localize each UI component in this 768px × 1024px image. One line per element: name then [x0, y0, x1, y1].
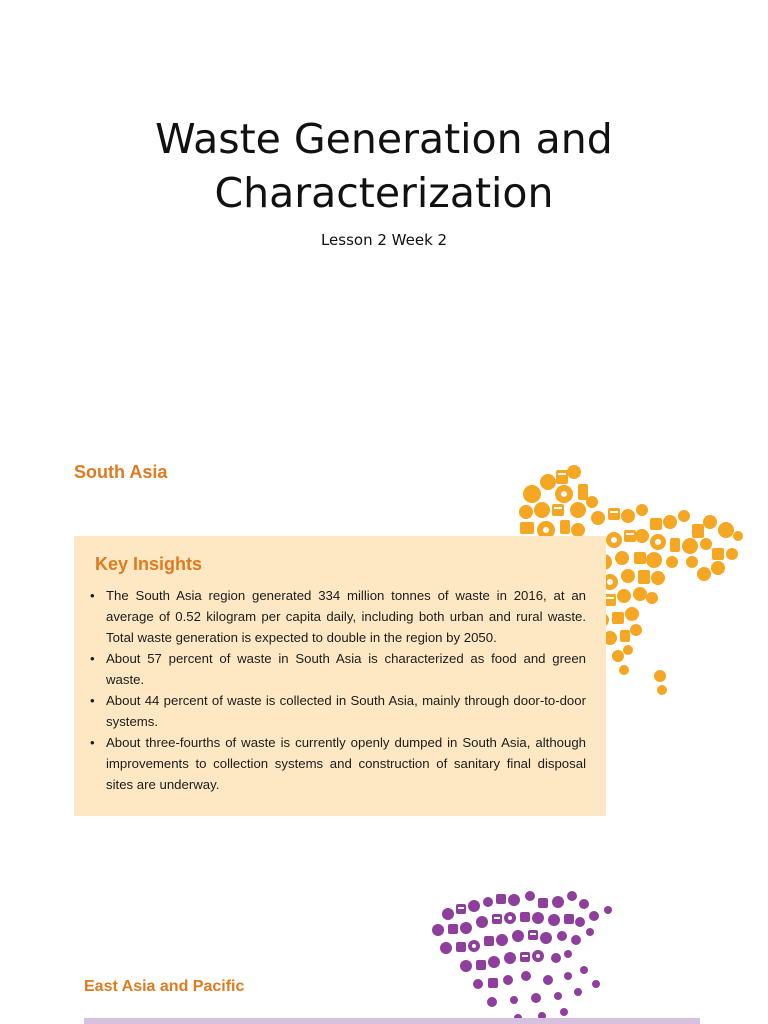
list-item: • About three-fourths of waste is currently openly dumped in South Asia, although improvements to collection systems and construction of sanitary final disposal sites are underway. — [90, 732, 586, 795]
list-item: • The South Asia region generated 334 million tonnes of waste in 2016, at an average of 0.52 kilogram per capita daily, including both urban and rural waste. Total waste generation is expected to double in the region by 2050. — [90, 585, 586, 648]
key-insights-title: Key Insights — [95, 554, 203, 574]
slide-title-line-2: Characterization — [214, 169, 554, 217]
slide-title — [0, 112, 768, 220]
slide-title-line-1: Waste Generation and — [155, 115, 613, 163]
east-asia-map-icon — [418, 884, 634, 1024]
region-heading-east-asia-pacific: East Asia and Pacific — [84, 978, 245, 995]
slide-subtitle: Lesson 2 Week 2 — [320, 231, 448, 249]
list-item: • About 44 percent of waste is collected in South Asia, mainly through door-to-door systems. — [90, 690, 586, 732]
region-heading-south-asia: South Asia — [74, 462, 168, 482]
key-insights-box — [74, 536, 606, 816]
list-item: • About 57 percent of waste in South Asia is characterized as food and green waste. — [90, 648, 586, 690]
section-bar — [84, 1018, 700, 1024]
key-insights-list — [90, 585, 586, 795]
